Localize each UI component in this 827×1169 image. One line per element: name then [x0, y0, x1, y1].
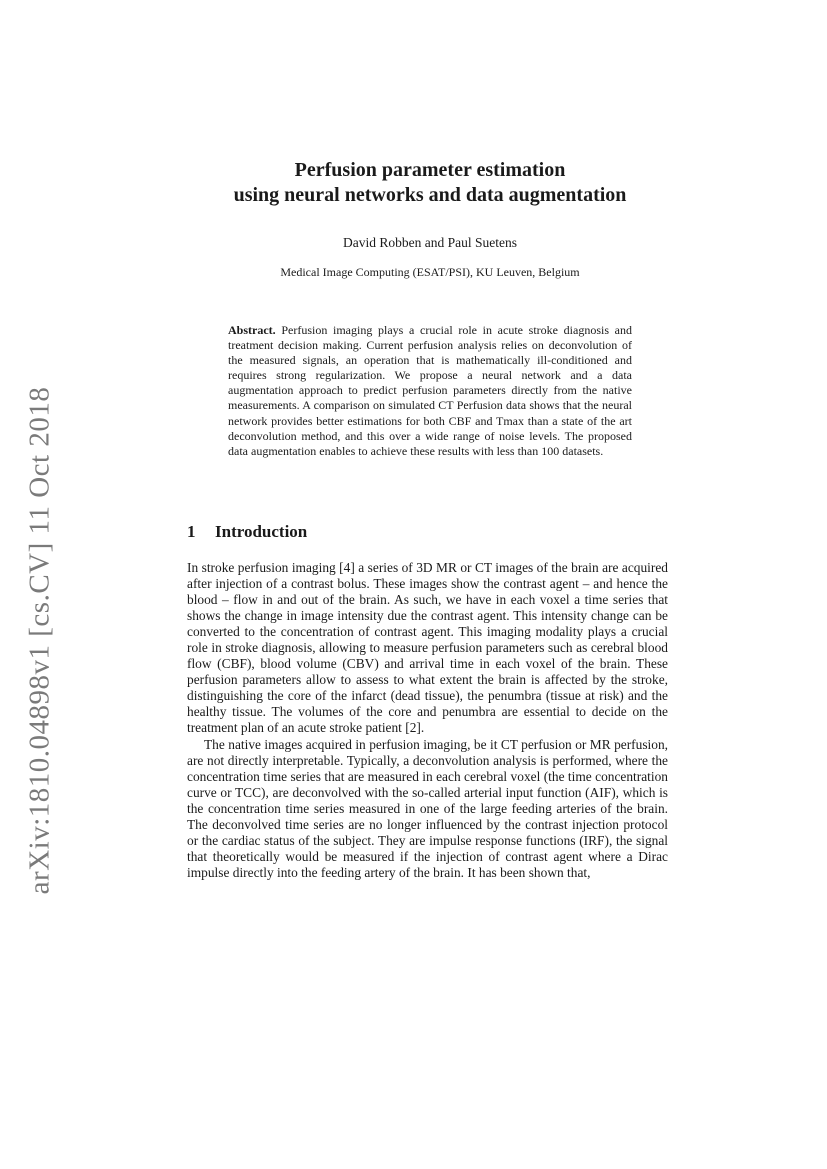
affiliation: Medical Image Computing (ESAT/PSI), KU Leuven, Belgium: [280, 265, 580, 279]
paragraph-1: In stroke perfusion imaging [4] a series of 3D MR or CT images of the brain are acquired after injection of a contrast bolus. These images show the contrast agent – and hence the blood – flow in and out of the brain. As such, we have in each voxel a time series that shows the change in image intensity due the contrast agent. This intensity change can be converted to the concentration of contrast agent. This imaging modality plays a crucial role in stroke diagnosis, allowing to measure perfusion parameters such as cerebral blood flow (CBF), blood volume (CBV) and arrival time in each voxel of the brain. These perfusion parameters allow to assess to what extent the brain is affected by the stroke, distinguishing the core of the infarct (dead tissue), the penumbra (tissue at risk) and the healthy tissue. The volumes of the core and penumbra are essential to decide on the treatment plan of an acute stroke patient [2].: [187, 560, 668, 736]
abstract-label: Abstract.: [228, 323, 276, 337]
title-line-1: Perfusion parameter estimation: [294, 159, 566, 181]
paper-title: [150, 158, 710, 208]
arxiv-identifier-stamp: [20, 360, 60, 920]
section-number: 1: [187, 522, 196, 541]
section-title: Introduction: [215, 522, 308, 541]
introduction-body: [187, 560, 668, 881]
author-list: David Robben and Paul Suetens: [343, 235, 517, 250]
abstract: [228, 323, 632, 459]
abstract-text: Perfusion imaging plays a crucial role in acute stroke diagnosis and treatment decision making. Current perfusion analysis relies on deconvolution of the measured signals, an operation that is mathematically ill-conditioned and requires strong regularization. We propose a neural network and a data augmentation approach to predict perfusion parameters directly from the native measurements. A comparison on simulated CT Perfusion data shows that the neural network provides better estimations for both CBF and Tmax than a state of the art deconvolution method, and this over a wide range of noise levels. The proposed data augmentation enables to achieve these results with less than 100 datasets.: [228, 323, 633, 458]
title-line-2: using neural networks and data augmentation: [233, 184, 627, 206]
section-heading-introduction: [187, 522, 307, 542]
paragraph-2: The native images acquired in perfusion imaging, be it CT perfusion or MR perfusion, are not directly interpretable. Typically, a deconvolution analysis is performed, where the concentration time series that are measured in each cerebral voxel (the time concentration curve or TCC), are deconvolved with the so-called arterial input function (AIF), which is the concentration time series measured in one of the large feeding arteries of the brain. The deconvolved time series are no longer influenced by the contrast injection protocol or the cardiac status of the subject. They are impulse response functions (IRF), the signal that theoretically would be measured if the injection of contrast agent where a Dirac impulse directly into the feeding artery of the brain. It has been shown that,: [187, 736, 668, 880]
arxiv-id-text: arXiv:1810.04898v1 [cs.CV] 11 Oct 2018: [23, 386, 56, 894]
